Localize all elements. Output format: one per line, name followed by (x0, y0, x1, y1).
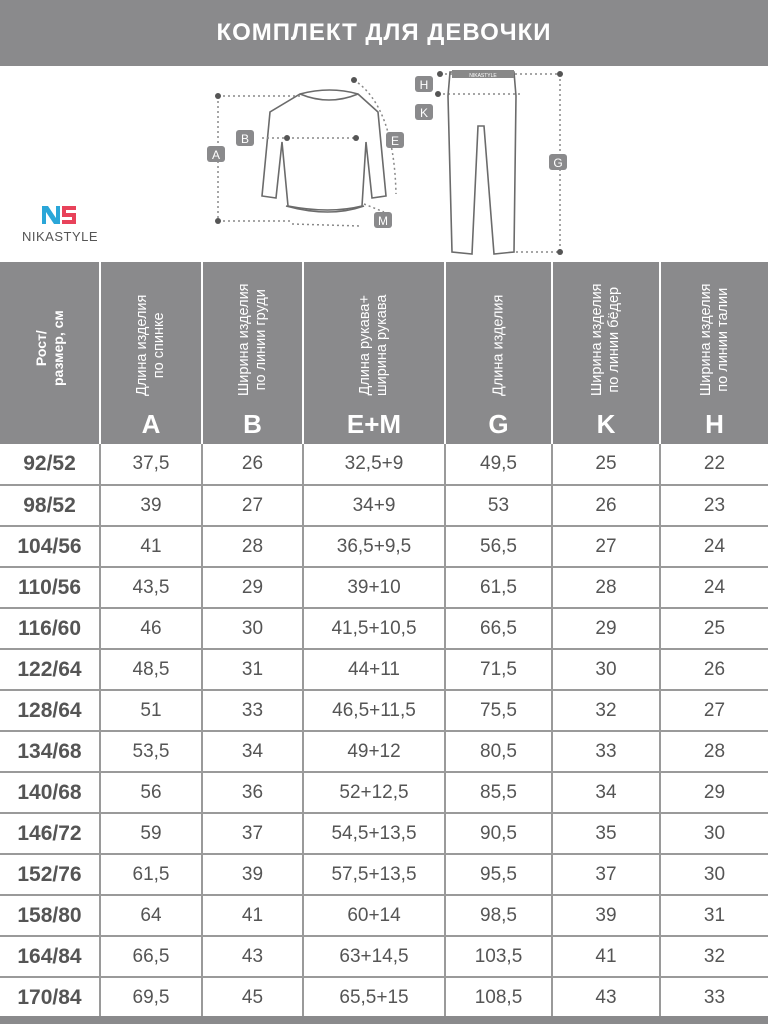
measurement-cell: 23 (660, 485, 768, 526)
label-g: G (553, 156, 563, 170)
table-row (0, 731, 768, 772)
size-cell: 104/56 (0, 526, 100, 567)
measurement-cell: 61,5 (100, 854, 202, 895)
bottom-bar (0, 1016, 768, 1024)
measurement-cell: 28 (660, 731, 768, 772)
measurement-cell: 44+11 (303, 649, 445, 690)
measurement-cell: 95,5 (445, 854, 552, 895)
measurement-cell: 98,5 (445, 895, 552, 936)
measurement-cell: 108,5 (445, 977, 552, 1018)
measurement-cell: 75,5 (445, 690, 552, 731)
measurement-cell: 24 (660, 526, 768, 567)
measurement-cell: 59 (100, 813, 202, 854)
table-row (0, 813, 768, 854)
column-header-label: Длина изделия (490, 294, 506, 396)
measurement-cell: 53,5 (100, 731, 202, 772)
measurement-cell: 39 (100, 485, 202, 526)
measurement-cell: 26 (552, 485, 660, 526)
measurement-cell: 35 (552, 813, 660, 854)
measurement-cell: 24 (660, 567, 768, 608)
measurement-cell: 31 (202, 649, 303, 690)
table-row (0, 772, 768, 813)
size-cell: 98/52 (0, 485, 100, 526)
table-row (0, 977, 768, 1018)
measurement-cell: 39 (202, 854, 303, 895)
column-header-letter: B (243, 409, 262, 439)
pants-outline (448, 72, 516, 254)
size-cell: 170/84 (0, 977, 100, 1018)
measurement-cell: 46,5+11,5 (303, 690, 445, 731)
measurement-cell: 64 (100, 895, 202, 936)
measurement-cell: 103,5 (445, 936, 552, 977)
table-row (0, 936, 768, 977)
table-row (0, 690, 768, 731)
measurement-cell: 29 (660, 772, 768, 813)
column-header-label: Длина рукава+ ширина рукава (357, 294, 390, 396)
column-header (552, 262, 660, 444)
logo-mark-icon (42, 204, 78, 226)
size-cell: 152/76 (0, 854, 100, 895)
column-header (660, 262, 768, 444)
shirt-outline (262, 90, 386, 210)
size-table (0, 262, 768, 1019)
measurement-cell: 57,5+13,5 (303, 854, 445, 895)
table-row (0, 895, 768, 936)
measurement-cell: 32,5+9 (303, 444, 445, 485)
table-row (0, 485, 768, 526)
column-header-size (0, 262, 100, 444)
table-header-row (0, 262, 768, 444)
column-header (202, 262, 303, 444)
measurement-cell: 60+14 (303, 895, 445, 936)
measurement-cell: 80,5 (445, 731, 552, 772)
measurement-cell: 26 (660, 649, 768, 690)
measurement-cell: 26 (202, 444, 303, 485)
measurement-cell: 28 (552, 567, 660, 608)
measurement-cell: 41,5+10,5 (303, 608, 445, 649)
measurement-cell: 49,5 (445, 444, 552, 485)
column-header-label: Ширина изделия по линии талии (697, 283, 731, 396)
measurement-cell: 34 (552, 772, 660, 813)
measurement-cell: 51 (100, 690, 202, 731)
measurement-cell: 30 (660, 813, 768, 854)
size-cell: 116/60 (0, 608, 100, 649)
measurement-cell: 27 (660, 690, 768, 731)
measurement-cell: 25 (552, 444, 660, 485)
column-header-letter: E+M (346, 409, 402, 439)
measurement-cell: 29 (202, 567, 303, 608)
measurement-cell: 34 (202, 731, 303, 772)
measurement-cell: 32 (552, 690, 660, 731)
measurement-cell: 49+12 (303, 731, 445, 772)
size-cell: 92/52 (0, 444, 100, 485)
measurement-cell: 54,5+13,5 (303, 813, 445, 854)
measurement-cell: 85,5 (445, 772, 552, 813)
measurement-cell: 41 (202, 895, 303, 936)
measurement-cell: 66,5 (445, 608, 552, 649)
size-cell: 158/80 (0, 895, 100, 936)
measurement-cell: 29 (552, 608, 660, 649)
measurement-cell: 30 (552, 649, 660, 690)
column-header-label: Ширина изделия по линии груди (235, 283, 269, 396)
label-k: K (419, 106, 429, 120)
column-header-letter: K (596, 409, 616, 439)
measurement-cell: 65,5+15 (303, 977, 445, 1018)
measurement-cell: 36 (202, 772, 303, 813)
garment-diagram (0, 66, 768, 262)
label-m: M (378, 214, 388, 228)
column-header (100, 262, 202, 444)
measurement-cell: 71,5 (445, 649, 552, 690)
label-e: E (390, 134, 400, 148)
measurement-cell: 52+12,5 (303, 772, 445, 813)
measurement-cell: 22 (660, 444, 768, 485)
measurement-cell: 41 (552, 936, 660, 977)
column-header-letter: H (705, 409, 724, 439)
label-b: B (240, 132, 250, 146)
size-cell: 122/64 (0, 649, 100, 690)
measurement-cell: 43 (202, 936, 303, 977)
measurement-cell: 33 (552, 731, 660, 772)
measurement-cell: 27 (202, 485, 303, 526)
table-row (0, 444, 768, 485)
table-row (0, 854, 768, 895)
measurement-cell: 61,5 (445, 567, 552, 608)
measurement-cell: 30 (202, 608, 303, 649)
column-header-letter: A (141, 409, 161, 439)
brand-logo (10, 204, 110, 254)
waistband-label: NIKASTYLE (469, 73, 497, 79)
measurement-cell: 39 (552, 895, 660, 936)
label-a: A (211, 148, 221, 162)
measurement-cell: 27 (552, 526, 660, 567)
table-row (0, 567, 768, 608)
table-row (0, 649, 768, 690)
measurement-cell: 33 (660, 977, 768, 1018)
measurement-cell: 37 (552, 854, 660, 895)
measurement-cell: 69,5 (100, 977, 202, 1018)
measurement-cell: 25 (660, 608, 768, 649)
measurement-cell: 41 (100, 526, 202, 567)
measurement-cell: 56,5 (445, 526, 552, 567)
column-header-letter: G (488, 409, 509, 439)
table-row (0, 526, 768, 567)
measurement-cell: 48,5 (100, 649, 202, 690)
measurement-cell: 32 (660, 936, 768, 977)
measurement-cell: 43 (552, 977, 660, 1018)
size-cell: 146/72 (0, 813, 100, 854)
measurement-cell: 43,5 (100, 567, 202, 608)
measurement-cell: 46 (100, 608, 202, 649)
measurement-cell: 66,5 (100, 936, 202, 977)
column-header (303, 262, 445, 444)
measurement-cell: 39+10 (303, 567, 445, 608)
size-cell: 110/56 (0, 567, 100, 608)
measurement-cell: 30 (660, 854, 768, 895)
measurement-cell: 36,5+9,5 (303, 526, 445, 567)
measurement-cell: 31 (660, 895, 768, 936)
measurement-cell: 34+9 (303, 485, 445, 526)
measurement-cell: 90,5 (445, 813, 552, 854)
size-cell: 134/68 (0, 731, 100, 772)
brand-name: NIKASTYLE (21, 229, 99, 244)
table-row (0, 608, 768, 649)
measurement-cell: 63+14,5 (303, 936, 445, 977)
size-cell: 164/84 (0, 936, 100, 977)
size-cell: 140/68 (0, 772, 100, 813)
table-body (0, 444, 768, 1018)
label-h: H (419, 78, 429, 92)
column-header-label: Длина изделия по спинке (134, 294, 167, 396)
measurement-cell: 37 (202, 813, 303, 854)
measurement-cell: 53 (445, 485, 552, 526)
page-title: КОМПЛЕКТ ДЛЯ ДЕВОЧКИ (0, 0, 768, 66)
measurement-cell: 33 (202, 690, 303, 731)
size-cell: 128/64 (0, 690, 100, 731)
measurement-cell: 28 (202, 526, 303, 567)
measurement-cell: 37,5 (100, 444, 202, 485)
column-header-label: Ширина изделия по линии бёдер (589, 283, 622, 396)
measurement-cell: 45 (202, 977, 303, 1018)
column-header (445, 262, 552, 444)
column-header-label: Рост/ размер, см (32, 310, 66, 386)
measurement-cell: 56 (100, 772, 202, 813)
